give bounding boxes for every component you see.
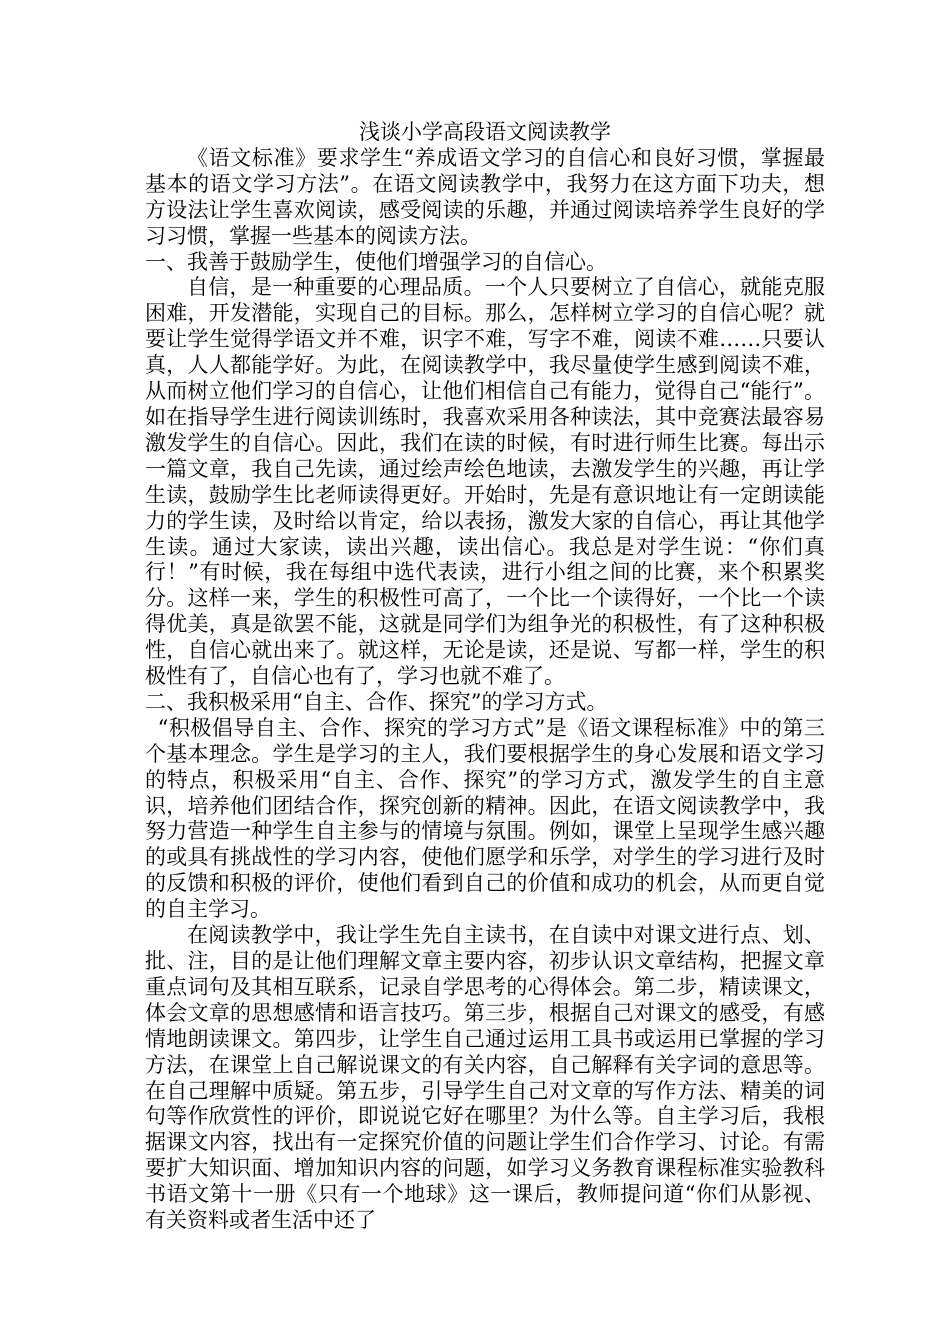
section-2-heading: 二、我积极采用“自主、合作、探究”的学习方式。: [145, 689, 608, 714]
section-2-paragraph-2: 在阅读教学中，我让学生先自主读书，在自读中对课文进行点、划、批、注，目的是让他们理解文章主要内容，初步认识文章结构，把握文章重点词句及其相互联系，记录自学思考的心得体会。第二步，精读课文，体会文章的思想感情和语言技巧。第三步，根据自己对课文的感受，有感情地朗读课文。第四步，让学生自己通过运用工具书或运用已掌握的学习方法，在课堂上自己解说课文的有关内容，自己解释有关字词的意思等。在自己理解中质疑。第五步，引导学生自己对文章的写作方法、精美的词句等作欣赏性的评价，即说说它好在哪里？为什么等。自主学习后，我根据课文内容，找出有一定探究价值的问题让学生们合作学习、讨论。有需要扩大知识面、增加知识内容的问题，如学习义务教育课程标准实验教科书语文第十一册《只有一个地球》这一课后，教师提问道“你们从影视、有关资料或者生活中还了: [145, 923, 825, 1233]
section-1-paragraph-1: 自信，是一种重要的心理品质。一个人只要树立了自信心，就能克服困难，开发潜能，实现自己的目标。那么，怎样树立学习的自信心呢？就要让学生觉得学语文并不难，识字不难，写字不难，阅读不难……只要认真，人人都能学好。为此，在阅读教学中，我尽量使学生感到阅读不难，从而树立他们学习的自信心，让他们相信自己有能力，觉得自己“能行”。如在指导学生进行阅读训练时，我喜欢采用各种读法，其中竞赛法最容易激发学生的自信心。因此，我们在读的时候，有时进行师生比赛。每出示一篇文章，我自己先读，通过绘声绘色地读，去激发学生的兴趣，再让学生读，鼓励学生比老师读得更好。开始时，先是有意识地让有一定朗读能力的学生读，及时给以肯定，给以表扬，激发大家的自信心，再让其他学生读。通过大家读，读出兴趣，读出信心。我总是对学生说：“你们真行！”有时候，我在每组中选代表读，进行小组之间的比赛，来个积累奖分。这样一来，学生的积极性可高了，一个比一个读得好，一个比一个读得优美，真是欲罢不能，这就是同学们为组争光的积极性，有了这种积极性，自信心就出来了。就这样，无论是读，还是说、写都一样，学生的积极性有了，自信心也有了，学习也就不难了。: [145, 275, 825, 689]
section-1-heading: 一、我善于鼓励学生，使他们增强学习的自信心。: [145, 249, 607, 274]
document-body: [145, 120, 825, 1234]
intro-paragraph: 《语文标准》要求学生“养成语文学习的自信心和良好习惯，掌握最基本的语文学习方法”。在语文阅读教学中，我努力在这方面下功夫，想方设法让学生喜欢阅读，感受阅读的乐趣，并通过阅读培养学生良好的学习习惯，掌握一些基本的阅读方法。: [145, 145, 825, 248]
section-2-paragraph-1: “积极倡导自主、合作、探究的学习方式”是《语文课程标准》中的第三个基本理念。学生是学习的主人，我们要根据学生的身心发展和语文学习的特点，积极采用“自主、合作、探究”的学习方式，激发学生的自主意识，培养他们团结合作，探究创新的精神。因此，在语文阅读教学中，我努力营造一种学生自主参与的情境与氛围。例如，课堂上呈现学生感兴趣的或具有挑战性的学习内容，使他们愿学和乐学，对学生的学习进行及时的反馈和积极的评价，使他们看到自己的价值和成功的机会，从而更自觉的自主学习。: [145, 715, 825, 922]
document-title: 浅谈小学高段语文阅读教学: [359, 120, 611, 144]
